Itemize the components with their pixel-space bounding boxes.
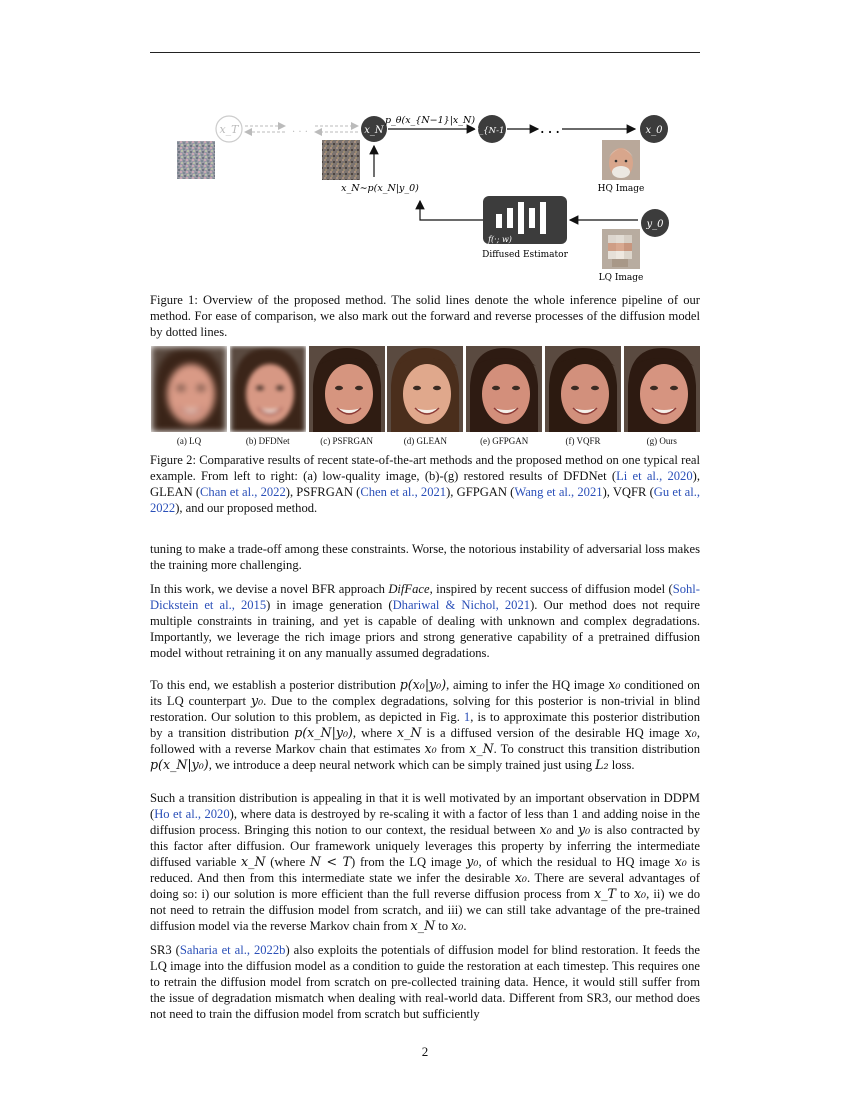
ref-fig1[interactable]: 1 bbox=[463, 710, 471, 724]
cite-li[interactable]: Li et al., 2020 bbox=[616, 469, 693, 483]
cite-chen[interactable]: Chen et al., 2021 bbox=[360, 485, 447, 499]
figure2-photo-4 bbox=[466, 346, 542, 432]
noise-image-xN bbox=[322, 140, 360, 180]
node-xT-label: x_T bbox=[219, 123, 239, 136]
reverse-transition-label: p_θ(x_{N−1}|x_N) bbox=[384, 115, 476, 126]
cite-wang[interactable]: Wang et al., 2021 bbox=[514, 485, 603, 499]
lq-image-label: LQ Image bbox=[598, 273, 644, 283]
figure2-photo-2 bbox=[309, 346, 385, 432]
paragraph-2: In this work, we devise a novel BFR approach DifFace, inspired by recent success of diffusion model (Sohl-Dickstein et al., 2015) in image generation (Dhariwal & Nichol, 2021). Our method does not require multiple constraints in training, and yet is capable of dealing with unknown and complex degradations. Importantly, we leverage the rich image priors and strong generative capability of a pretrained diffusion model without retraining it on any manually assumed degradations. bbox=[150, 582, 700, 660]
cite-sohl-dickstein[interactable]: Sohl-Dickstein et al., 2015 bbox=[150, 582, 700, 612]
dots-black: . . . bbox=[540, 123, 560, 136]
figure2-label-5: (f) VQFR bbox=[565, 436, 601, 446]
paragraph-3: To this end, we establish a posterior distribution p(x₀|y₀), aiming to infer the HQ image x₀ conditioned on its LQ counterpart y₀. Due to the complex degradations, solving for this posterior is non-trivial in blind restoration. Our solution to this problem, as depicted in Fig. 1, is to approximate this posterior distribution by a transition distribution p(x_N|y₀), where x_N is a diffused version of the desirable HQ image x₀, followed with a reverse Markov chain that estimates x₀ from x_N. To construct this transition distribution p(x_N|y₀), we introduce a deep neural network which can be simply trained just using L₂ loss. bbox=[150, 677, 701, 772]
cite-gu[interactable]: Gu et al., 2022 bbox=[150, 485, 700, 515]
figure2-label-2: (c) PSFRGAN bbox=[320, 436, 373, 446]
hq-image-label: HQ Image bbox=[597, 184, 645, 194]
node-y0-label: y_0 bbox=[646, 219, 664, 230]
figure2-photo-6 bbox=[624, 346, 700, 432]
sample-label: x_N∼p(x_N|y_0) bbox=[341, 183, 419, 194]
estimator-name: Diffused Estimator bbox=[482, 250, 568, 260]
cite-chan[interactable]: Chan et al., 2022 bbox=[200, 485, 286, 499]
figure2-label-6: (g) Ours bbox=[646, 436, 677, 446]
figure2-caption: Figure 2: Comparative results of recent state-of-the-art methods and the proposed method on one typical real example. From left to right: (a) low-quality image, (b)-(g) restored results of DFDNet (Li et al., 2020), GLEAN (Chan et al., 2022), PSFRGAN (Chen et al., 2021), GFPGAN (Wang et al., 2021), VQFR (Gu et al., 2022), and our proposed method. bbox=[150, 453, 700, 515]
paragraph-1: tuning to make a trade-off among these constraints. Worse, the notorious instability of adversarial loss makes the training more challenging. bbox=[150, 542, 700, 572]
estimator-function-label: f(·; w) bbox=[488, 235, 512, 244]
paragraph-5: SR3 (Saharia et al., 2022b) also exploits the potentials of diffusion model for blind restoration. It feeds the LQ image into the diffusion model as a condition to guide the restoration at each timestep. This requires one to retrain the diffusion model from scratch on pre-collected training data. Hence, it would still suffer from the issue of degradation mismatch when dealing with real-world data. Different from SR3, our method does not need to train the diffusion model from scratch but sufficiently bbox=[150, 943, 701, 1021]
figure2-label-4: (e) GFPGAN bbox=[480, 436, 529, 446]
node-x0-label: x_0 bbox=[645, 125, 663, 136]
noise-image-xT bbox=[177, 141, 215, 179]
method-name: DifFace bbox=[388, 582, 430, 596]
page-number: 2 bbox=[421, 1044, 429, 1059]
figure2-photo-0 bbox=[151, 346, 227, 432]
figure2-label-3: (d) GLEAN bbox=[403, 436, 448, 446]
node-xN-1-label: x_{N-1} bbox=[474, 126, 510, 136]
figure2-label-1: (b) DFDNet bbox=[245, 436, 290, 446]
header-rule bbox=[150, 52, 700, 53]
figure2-photo-3 bbox=[387, 346, 463, 432]
figure2-label-0: (a) LQ bbox=[176, 436, 202, 446]
lq-image bbox=[602, 229, 640, 269]
paragraph-4: Such a transition distribution is appealing in that it is well motivated by an important observation in DDPM (Ho et al., 2020), where data is destroyed by re-scaling it with a factor of less than 1 and adding noise in the diffusion process. Bringing this notion to our context, the residual between x₀ and y₀ is also contracted by this factor after diffusion. Our framework uniquely leverages this property by inferring the intermediate diffused variable x_N (where N < T) from the LQ image y₀, of which the residual to HQ image x₀ is reduced. And then from this intermediate state we infer the desirable x₀. There are several advantages of doing so: i) our solution is more efficient than the full reverse diffusion process from x_T to x₀, ii) we do not need to retrain the diffusion model from scratch, and iii) we can still take advantage of the pre-trained diffusion model via the reverse Markov chain from x_N to x₀. bbox=[150, 791, 700, 933]
hq-image bbox=[602, 140, 640, 180]
cite-saharia[interactable]: Saharia et al., 2022b bbox=[179, 943, 286, 957]
node-xN-label: x_N bbox=[364, 125, 384, 136]
cite-ho[interactable]: Ho et al., 2020 bbox=[154, 807, 230, 821]
figure2-photo-1 bbox=[230, 346, 306, 432]
cite-dhariwal[interactable]: Dhariwal & Nichol, 2021 bbox=[392, 598, 531, 612]
figure1-diagram bbox=[150, 105, 700, 285]
figure2-photo-5 bbox=[545, 346, 621, 432]
figure1-caption: Figure 1: Overview of the proposed method. The solid lines denote the whole inference pipeline of our method. For ease of comparison, we also mark out the forward and reverse processes of the diffusion model by dotted lines. bbox=[150, 293, 700, 339]
dots-gray: . . . bbox=[292, 124, 308, 135]
